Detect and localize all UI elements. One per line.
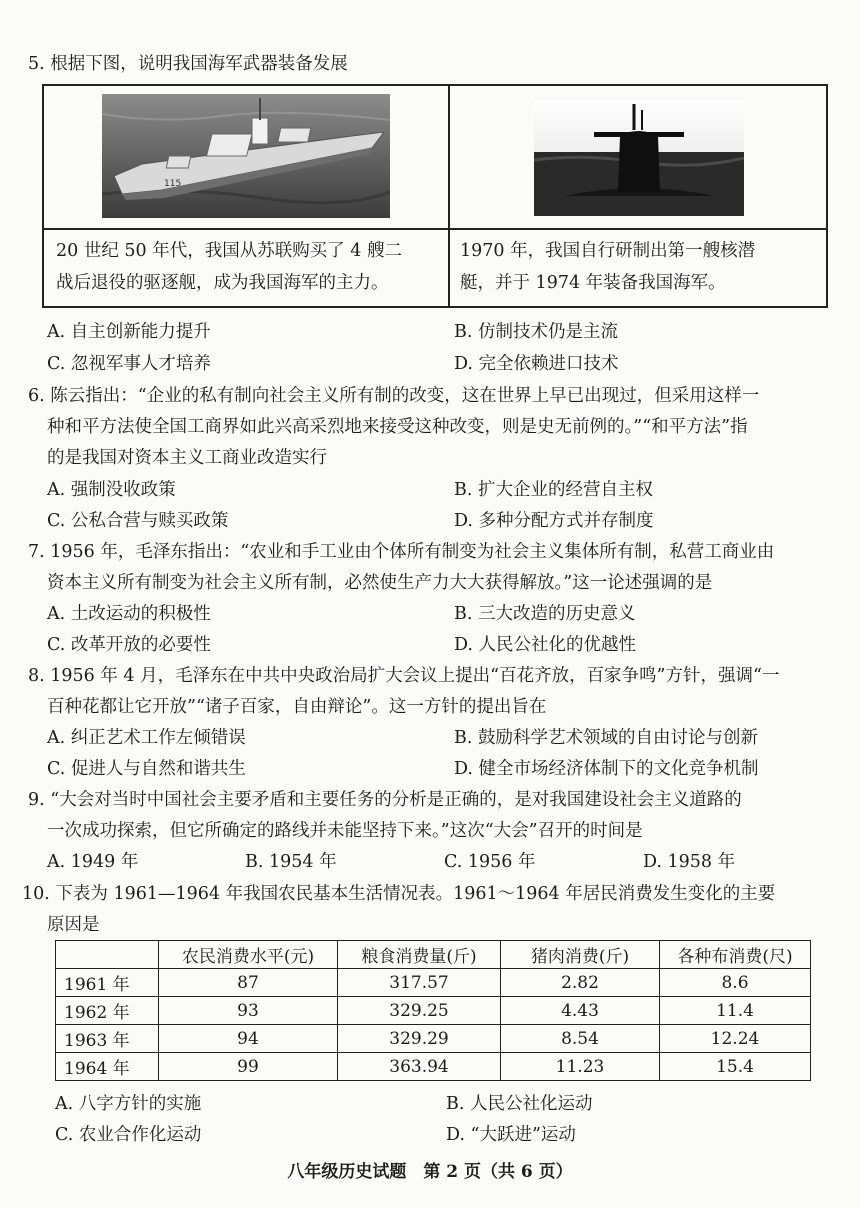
q9-option-c[interactable]: C. 1956 年: [444, 852, 536, 872]
table-cell: 87: [159, 969, 338, 997]
q6-stem-line-1: 6. 陈云指出：“企业的私有制向社会主义所有制的改变，这在世界上早已出现过，但采用这样一: [28, 386, 760, 406]
table-cell: 1963 年: [56, 1025, 159, 1053]
consumption-table: [55, 940, 811, 1081]
q9-stem-line-1: 9. “大会对当时中国社会主要矛盾和主要任务的分析是正确的，是对我国建设社会主义道路的: [28, 790, 742, 810]
table-header-cell: 各种布消费(尺): [660, 941, 811, 969]
q9-option-d[interactable]: D. 1958 年: [643, 852, 736, 872]
table-cell: 1964 年: [56, 1053, 159, 1081]
q7-stem-line-2: 资本主义所有制变为社会主义所有制，必然使生产力大大获得解放。”这一论述强调的是: [47, 573, 713, 593]
table-cell: 99: [159, 1053, 338, 1081]
table-cell: 4.43: [501, 997, 660, 1025]
q5-option-b[interactable]: B. 仿制技术仍是主流: [454, 322, 618, 342]
table-cell: 11.4: [660, 997, 811, 1025]
q8-option-c[interactable]: C. 促进人与自然和谐共生: [47, 759, 246, 779]
table-header-cell: 粮食消费量(斤): [338, 941, 501, 969]
q9-option-b[interactable]: B. 1954 年: [245, 852, 337, 872]
figure-divider: [448, 86, 450, 306]
q7-option-b[interactable]: B. 三大改造的历史意义: [454, 604, 636, 624]
q8-stem-line-2: 百种花都让它开放”“诸子百家，自由辩论”。这一方针的提出旨在: [47, 697, 547, 717]
q8-option-d[interactable]: D. 健全市场经济体制下的文化竞争机制: [454, 759, 759, 779]
q6-stem-line-3: 的是我国对资本主义工商业改造实行: [47, 448, 327, 468]
q5-option-c[interactable]: C. 忽视军事人才培养: [47, 354, 211, 374]
table-cell: 317.57: [338, 969, 501, 997]
table-cell: 1962 年: [56, 997, 159, 1025]
q7-option-d[interactable]: D. 人民公社化的优越性: [454, 635, 637, 655]
table-header-row: [56, 941, 811, 969]
q10-option-b[interactable]: B. 人民公社化运动: [446, 1094, 593, 1114]
table-header-cell: 农民消费水平(元): [159, 941, 338, 969]
table-cell: 363.94: [338, 1053, 501, 1081]
q5-option-d[interactable]: D. 完全依赖进口技术: [454, 354, 619, 374]
table-cell: 93: [159, 997, 338, 1025]
q5-option-a[interactable]: A. 自主创新能力提升: [47, 322, 211, 342]
q10-option-c[interactable]: C. 农业合作化运动: [55, 1125, 202, 1145]
q9-stem-line-2: 一次成功探索，但它所确定的路线并未能坚持下来。”这次“大会”召开的时间是: [47, 821, 643, 841]
q8-stem-line-1: 8. 1956 年 4 月，毛泽东在中共中央政治局扩大会议上提出“百花齐放，百家争鸣”方针，强调“一: [28, 666, 780, 686]
q6-option-a[interactable]: A. 强制没收政策: [47, 480, 176, 500]
table-row: [56, 997, 811, 1025]
q6-option-d[interactable]: D. 多种分配方式并存制度: [454, 511, 654, 531]
q6-option-c[interactable]: C. 公私合营与赎买政策: [47, 511, 229, 531]
destroyer-photo: [102, 94, 390, 218]
table-cell: 94: [159, 1025, 338, 1053]
table-row: [56, 1053, 811, 1081]
hull-number: 115: [164, 179, 182, 189]
page-footer: 八年级历史试题 第 2 页（共 6 页）: [287, 1162, 573, 1182]
table-row: [56, 969, 811, 997]
q6-stem-line-2: 种和平方法使全国工商界如此兴高采烈地来接受这种改变，则是史无前例的。”“和平方法”指: [47, 417, 748, 437]
q10-stem-line-1: 10. 下表为 1961—1964 年我国农民基本生活情况表。1961～1964 年居民消费发生变化的主要: [22, 884, 776, 904]
table-header-cell: 猪肉消费(斤): [501, 941, 660, 969]
table-cell: 8.6: [660, 969, 811, 997]
q10-option-d[interactable]: D. “大跃进”运动: [446, 1125, 576, 1145]
q7-stem-line-1: 7. 1956 年，毛泽东指出：“农业和手工业由个体所有制变为社会主义集体所有制，私营工商业由: [28, 542, 775, 562]
left-caption-line-1: 20 世纪 50 年代，我国从苏联购买了 4 艘二: [56, 241, 402, 261]
table-cell: 1961 年: [56, 969, 159, 997]
figure-caption-rule: [44, 228, 826, 230]
right-caption-line-2: 艇，并于 1974 年装备我国海军。: [460, 273, 726, 293]
table-cell: 329.25: [338, 997, 501, 1025]
table-cell: 15.4: [660, 1053, 811, 1081]
q8-option-a[interactable]: A. 纠正艺术工作左倾错误: [47, 728, 246, 748]
q7-option-a[interactable]: A. 土改运动的积极性: [47, 604, 211, 624]
submarine-photo: [534, 100, 744, 216]
q5-stem: 5. 根据下图，说明我国海军武器装备发展: [28, 54, 348, 74]
q7-option-c[interactable]: C. 改革开放的必要性: [47, 635, 211, 655]
table-cell: 8.54: [501, 1025, 660, 1053]
q8-option-b[interactable]: B. 鼓励科学艺术领域的自由讨论与创新: [454, 728, 758, 748]
q10-stem-line-2: 原因是: [47, 915, 100, 935]
table-cell: 11.23: [501, 1053, 660, 1081]
table-cell: 2.82: [501, 969, 660, 997]
table-row: [56, 1025, 811, 1053]
left-caption-line-2: 战后退役的驱逐舰，成为我国海军的主力。: [56, 273, 389, 293]
table-cell: 329.29: [338, 1025, 501, 1053]
table-cell: 12.24: [660, 1025, 811, 1053]
q10-option-a[interactable]: A. 八字方针的实施: [55, 1094, 202, 1114]
table-header-cell: [56, 941, 159, 969]
right-caption-line-1: 1970 年，我国自行研制出第一艘核潜: [460, 241, 756, 261]
q6-option-b[interactable]: B. 扩大企业的经营自主权: [454, 480, 653, 500]
q9-option-a[interactable]: A. 1949 年: [47, 852, 139, 872]
q5-figure: [42, 84, 828, 308]
